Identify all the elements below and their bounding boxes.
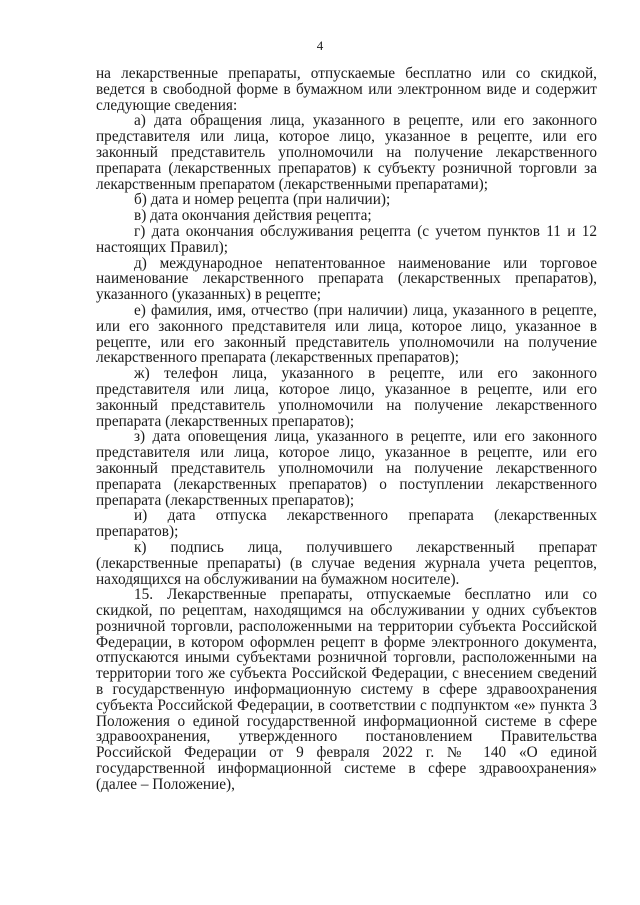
paragraph-15: 15. Лекарственные препараты, отпускаемые бесплатно или со скидкой, по рецептам, находящимся на обслуживании у одних субъектов розничной торговли, расположенными на территории субъекта Российской Федерации, в котором оформлен рецепт в форме электронного документа, отпускаются иными субъектами розничной торговли, расположенными на территории того же субъекта Российской Федерации, с внесением сведений в государственную информационную систему в сфере здравоохранения субъекта Российской Федерации, в соответствии с подпунктом «е» пункта 3 Положения о единой государственной информационной системе в сфере здравоохранения, утвержденного постановлением Правительства Российской Федерации от 9 февраля 2022 г. № 140 «О единой государственной информационной системе в сфере здравоохранения» (далее – Положение), xyxy=(96,586,597,793)
list-item-v: в) дата окончания действия рецепта; xyxy=(134,207,372,225)
list-item-g: г) дата окончания обслуживания рецепта (с учетом пунктов 11 и 12 настоящих Правил); xyxy=(96,222,597,256)
intro-paragraph: на лекарственные препараты, отпускаемые бесплатно или со скидкой, ведется в свободной форме в бумажном или электронном виде и содержит следующие сведения: xyxy=(96,65,597,114)
page-number: 4 xyxy=(316,38,324,53)
list-item-d: д) международное непатентованное наименование или торговое наименование лекарственного препарата (лекарственных препаратов), указанного (указанных) в рецепте; xyxy=(96,254,597,304)
list-item-z: з) дата оповещения лица, указанного в рецепте, или его законного представителя или лица, которое лицо, указанное в рецепте, или его законный представитель уполномочили на получение лекарственного препарата (лекарственных препаратов) о поступлении лекарственного препарата (лекарственных препаратов); xyxy=(96,428,597,509)
list-item-b: б) дата и номер рецепта (при наличии); xyxy=(134,191,391,209)
list-item-e: е) фамилия, имя, отчество (при наличии) лица, указанного в рецепте, или его законного представителя или лица, которое лицо, указанное в рецепте, или его законный представитель уполномочили на получение лекарственного препарата (лекарственных препаратов); xyxy=(96,301,597,367)
document-body xyxy=(96,66,597,793)
list-item-k: к) подпись лица, получившего лекарственный препарат (лекарственные препараты) (в случае ведения журнала учета рецептов, находящихся на обслуживании на бумажном носителе). xyxy=(96,538,597,588)
list-item-zh: ж) телефон лица, указанного в рецепте, или его законного представителя или лица, которое лицо, указанное в рецепте, или его законный представитель уполномочили на получение лекарственного препарата (лекарственных препаратов); xyxy=(96,365,597,430)
list-item-a: а) дата обращения лица, указанного в рецепте, или его законного представителя или лица, которое лицо, указанное в рецепте, или его законный представитель уполномочили на получение лекарственного препарата (лекарственных препаратов) к субъекту розничной торговли за лекарственным препаратом (лекарственными препаратами); xyxy=(96,112,597,193)
list-item-i: и) дата отпуска лекарственного препарата (лекарственных препаратов); xyxy=(96,507,597,541)
